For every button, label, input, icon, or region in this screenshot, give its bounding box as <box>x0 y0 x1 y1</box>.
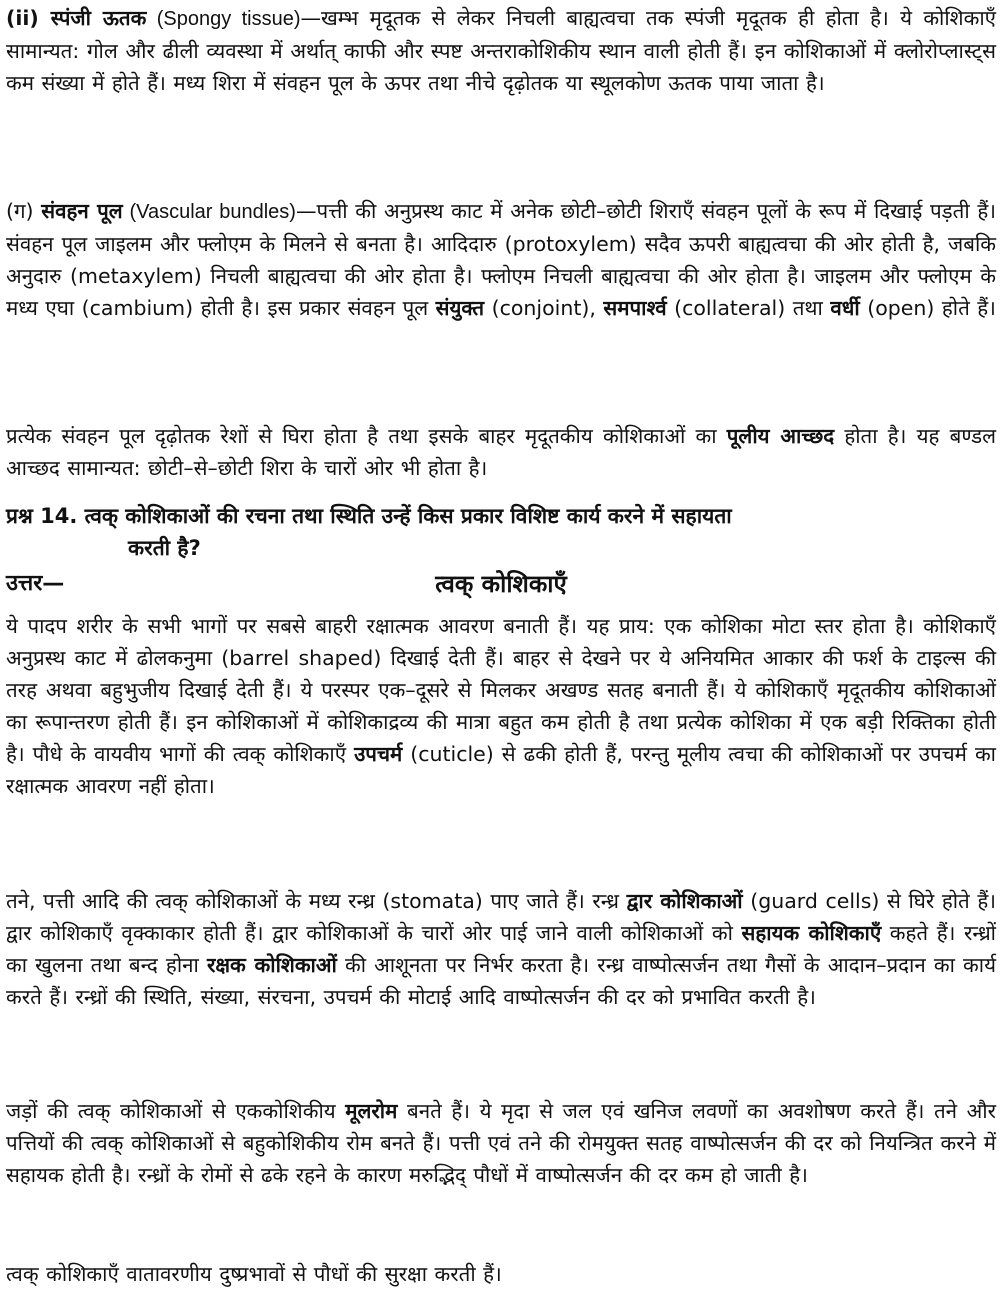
question-line-2: करती है? <box>128 536 201 560</box>
paragraph-stomata <box>6 885 996 1013</box>
question-label: प्रश्न 14. <box>6 504 85 528</box>
vascular-label: (ग) <box>6 199 42 223</box>
term-conjoint-en: (conjoint), <box>484 296 604 320</box>
vascular-text-2: (collateral) तथा <box>666 296 831 320</box>
paragraph-protection <box>6 1258 996 1290</box>
spongy-body: —खम्भ मृदूतक से लेकर निचली बाह्यत्वचा तक स्पंजी मृदूतक ही होता है। ये कोशिकाएँ सामान्यत: गोल और ढीली व्यवस्था में अर्थात् काफी और स्पष्ट अन्तराकोशिकीय स्थान वाली होती हैं। इन कोशिकाओं में क्लोरोप्लास्ट्स कम संख्या में होते हैं। मध्य शिरा में संवहन पूल के ऊपर तथा नीचे दृढ़ोतक या स्थूलकोण ऊतक पाया जाता है। <box>6 6 997 95</box>
para3-text-1: जड़ों की त्वक् कोशिकाओं से एककोशिकीय <box>6 1099 346 1123</box>
question-14 <box>6 500 996 564</box>
answer-heading: त्वक् कोशिकाएँ <box>435 570 567 598</box>
spongy-heading: (ii) स्पंजी ऊतक <box>6 6 147 30</box>
paragraph-spongy-tissue <box>6 2 996 99</box>
vascular-text-3: (open) होते हैं। <box>859 296 996 320</box>
vascular-heading-en: (Vascular bundles) <box>122 201 296 223</box>
spongy-heading-en: (Spongy tissue) <box>146 8 301 30</box>
term-conjoint: संयुक्त <box>435 296 485 320</box>
sheath-text-2: होता है। यह बण्डल आच्छद सामान्यत: छोटी–से–छोटी शिरा के चारों ओर भी होता है। <box>6 424 996 480</box>
paragraph-epidermal-cells-structure <box>6 610 996 802</box>
para3-text-2: बनते हैं। ये मृदा से जल एवं खनिज लवणों का अवशोषण करते हैं। तने और पत्तियों की त्वक् कोशिकाओं से बहुकोशिकीय रोम बनते हैं। पत्ती एवं तने की रोमयुक्त सतह वाष्पोत्सर्जन की दर को नियन्त्रित करने में सहायक होती है। रन्ध्रों के रोमों से ढके रहने के कारण मरुद्भिद् पौधों में वाष्पोत्सर्जन की दर कम हो जाती है। <box>6 1099 996 1187</box>
para2-text-4: की आशूनता पर निर्भर करता है। रन्ध्र वाष्पोत्सर्जन तथा गैसों के आदान–प्रदान का कार्य करते हैं। रन्ध्रों की स्थिति, संख्या, संरचना, उपचर्म की मोटाई आदि वाष्पोत्सर्जन की दर को प्रभावित करती है। <box>6 953 996 1009</box>
para2-text-2: (guard cells) से घिरे होते हैं। द्वार कोशिकाएँ वृक्काकार होती हैं। द्वार कोशिकाओं के चारों ओर पाई जाने वाली कोशिकाओं को <box>6 889 996 945</box>
answer-label: उत्तर— <box>6 571 65 596</box>
paragraph-bundle-sheath <box>6 420 996 484</box>
question-line-1: त्वक् कोशिकाओं की रचना तथा स्थिति उन्हें किस प्रकार विशिष्ट कार्य करने में सहायता <box>84 504 732 528</box>
term-open: वर्धी <box>830 296 860 320</box>
term-subsidiary-cells: सहायक कोशिकाएँ <box>741 921 882 945</box>
term-collateral: समपार्श्व <box>603 296 667 320</box>
term-guard-cells-2: रक्षक कोशिकाओं <box>206 953 337 977</box>
vascular-text-1: —पत्ती की अनुप्रस्थ काट में अनेक छोटी–छोटी शिराएँ संवहन पूलों के रूप में दिखाई पड़ती हैं। संवहन पूल जाइलम और फ्लोएम के मिलने से बनता है। आदिदारु (protoxylem) सदैव ऊपरी बाह्यत्वचा की ओर होती है, जबकि अनुदारु (metaxylem) निचली बाह्यत्वचा की ओर होता है। फ्लोएम निचली बाह्यत्वचा की ओर होता है। जाइलम और फ्लोएम के मध्य एघा (cambium) होती है। इस प्रकार संवहन पूल <box>6 199 997 320</box>
para2-text-3: कहते हैं। रन्ध्रों का खुलना तथा बन्द होना <box>6 921 996 977</box>
answer-heading-row <box>6 567 996 601</box>
term-bundle-sheath: पूलीय आच्छद <box>726 424 835 448</box>
term-cuticle: उपचर्म <box>354 742 403 766</box>
vascular-heading: संवहन पूल <box>41 199 123 223</box>
sheath-text-1: प्रत्येक संवहन पूल दृढ़ोतक रेशों से घिरा होता है तथा इसके बाहर मृदूतकीय कोशिकाओं का <box>6 424 727 448</box>
paragraph-vascular-bundles <box>6 195 996 324</box>
para1-text-1: ये पादप शरीर के सभी भागों पर सबसे बाहरी रक्षात्मक आवरण बनाती हैं। यह प्राय: एक कोशिका मोटा स्तर होता है। कोशिकाएँ अनुप्रस्थ काट में ढोलकनुमा (barrel shaped) दिखाई देती हैं। बाहर से देखने पर ये अनियमित आकार की फर्श के टाइल्स की तरह अथवा बहुभुजीय दिखाई देती हैं। ये परस्पर एक–दूसरे से मिलकर अखण्ड सतह बनाती हैं। ये कोशिकाएँ मृदूतकीय कोशिकाओं का रूपान्तरण होती हैं। इन कोशिकाओं में कोशिकाद्रव्य की मात्रा बहुत कम होती है तथा प्रत्येक कोशिका में एक बड़ी रिक्तिका होती है। पौधे के वायवीय भागों की त्वक् कोशिकाएँ <box>6 614 997 766</box>
term-root-hairs: मूलरोम <box>345 1099 398 1123</box>
para1-text-2: (cuticle) से ढकी होती हैं, परन्तु मूलीय त्वचा की कोशिकाओं पर उपचर्म का रक्षात्मक आवरण नहीं होता। <box>6 742 996 798</box>
para2-text-1: तने, पत्ती आदि की त्वक् कोशिकाओं के मध्य रन्ध्र (stomata) पाए जाते हैं। रन्ध्र <box>6 889 627 913</box>
term-guard-cells: द्वार कोशिकाओं <box>626 889 743 913</box>
paragraph-root-hairs <box>6 1095 996 1191</box>
para4-text: त्वक् कोशिकाएँ वातावरणीय दुष्प्रभावों से पौधों की सुरक्षा करती हैं। <box>6 1262 502 1286</box>
